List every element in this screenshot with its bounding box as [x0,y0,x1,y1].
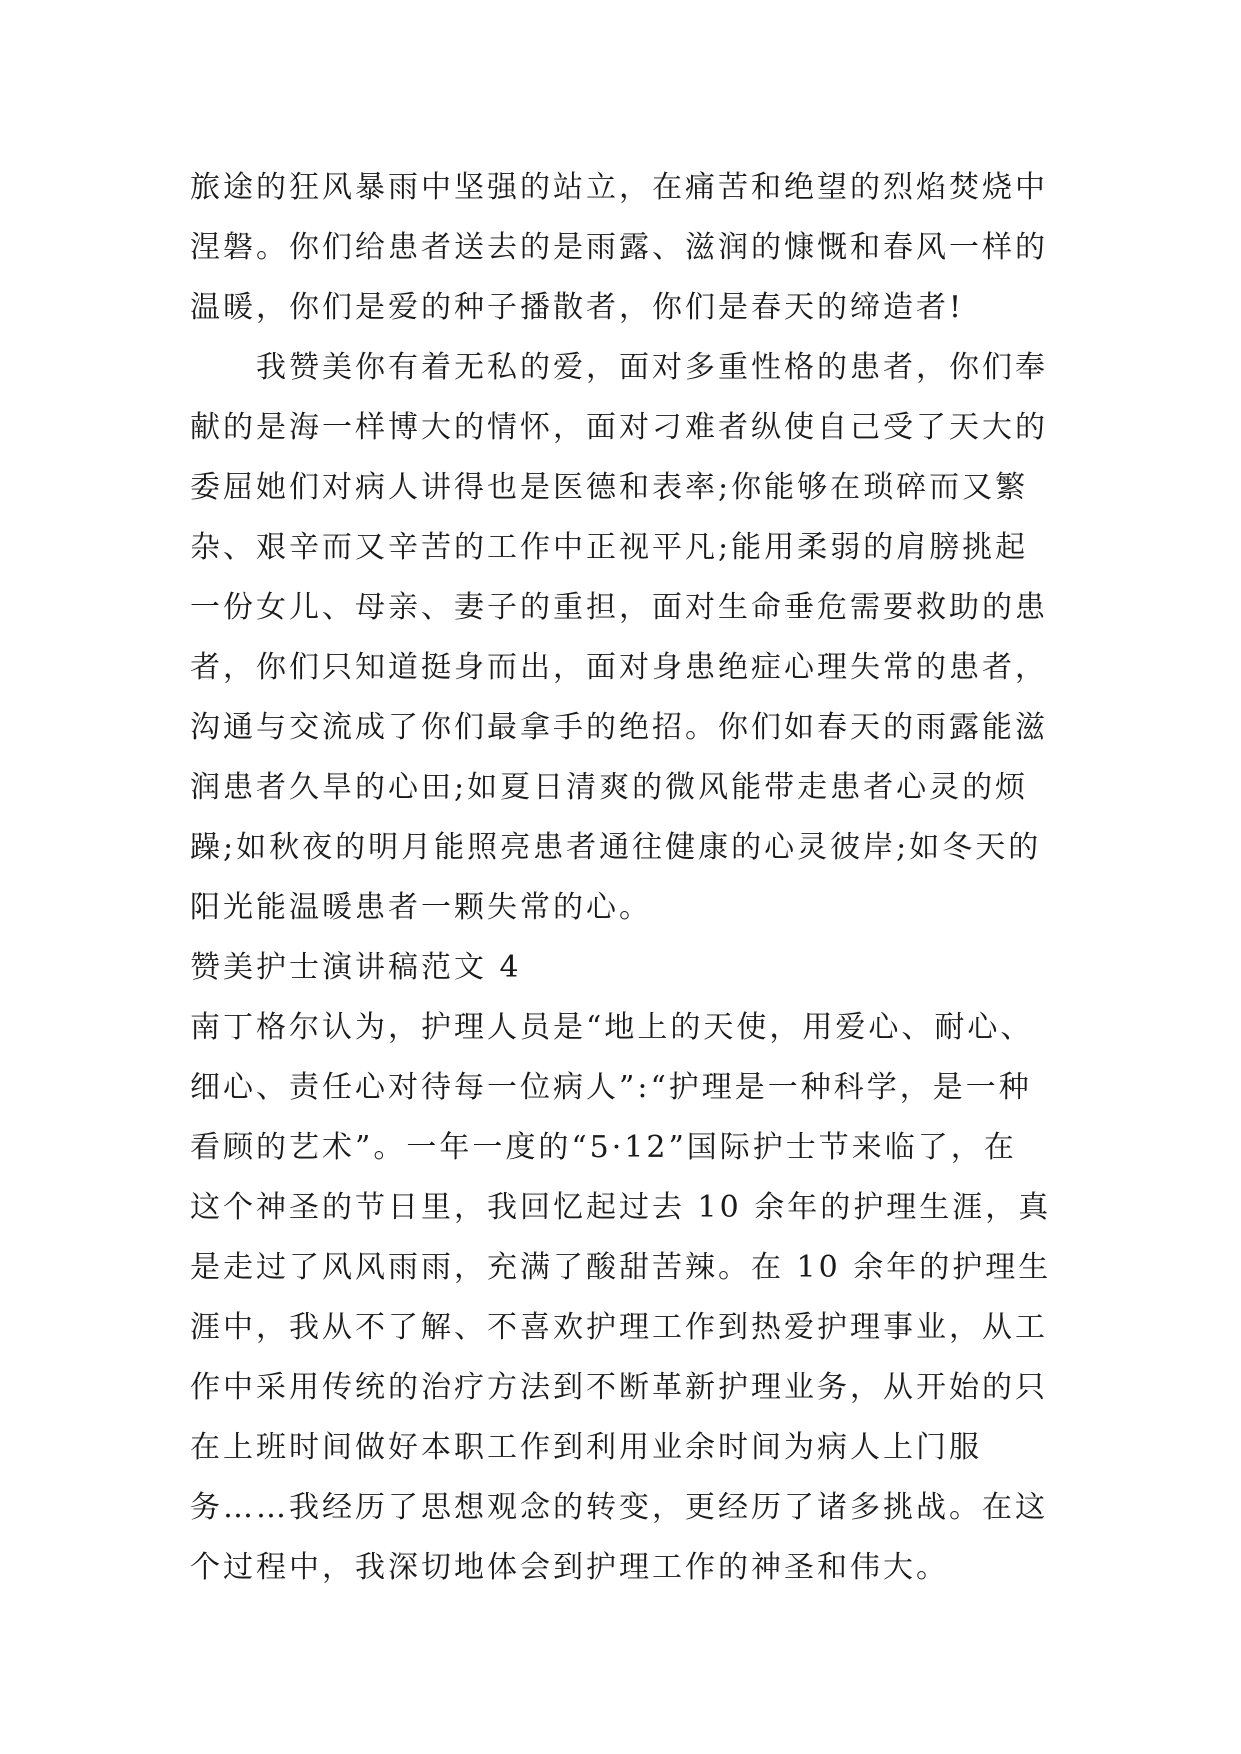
text-line: 阳光能温暖患者一颗失常的心。 [190,890,652,925]
text-line: 这个神圣的节日里，我回忆起过去 10 余年的护理生涯，真 [190,1190,1052,1225]
text-line: 看顾的艺术”。一年一度的“5·12”国际护士节来临了，在 [190,1130,1017,1165]
text-line: 躁;如秋夜的明月能照亮患者通往健康的心灵彼岸;如冬天的 [190,830,1042,865]
text-line: 作中采用传统的治疗方法到不断革新护理业务，从开始的只 [190,1370,1048,1405]
text-line: 献的是海一样博大的情怀，面对刁难者纵使自己受了天大的 [190,410,1048,445]
text-line: 旅途的狂风暴雨中坚强的站立，在痛苦和绝望的烈焰焚烧中 [190,170,1048,205]
text-line: 我赞美你有着无私的爱，面对多重性格的患者，你们奉 [256,350,1048,385]
text-line: 一份女儿、母亲、妻子的重担，面对生命垂危需要救助的患 [190,590,1048,625]
text-line: 温暖，你们是爱的种子播散者，你们是春天的缔造者! [190,290,965,325]
text-line: 是走过了风风雨雨，充满了酸甜苦辣。在 10 余年的护理生 [190,1250,1052,1285]
text-line: 润患者久旱的心田;如夏日清爽的微风能带走患者心灵的烦 [190,770,1029,805]
text-line: 者，你们只知道挺身而出，面对身患绝症心理失常的患者， [190,650,1048,685]
text-line: 个过程中，我深切地体会到护理工作的神圣和伟大。 [190,1550,949,1585]
text-line: 杂、艰辛而又辛苦的工作中正视平凡;能用柔弱的肩膀挑起 [190,530,1029,565]
text-line: 务……我经历了思想观念的转变，更经历了诸多挑战。在这 [190,1490,1048,1525]
paragraph-continuation [190,158,1070,338]
body-text [190,158,1070,1598]
text-line: 细心、责任心对待每一位病人”:“护理是一种科学，是一种 [190,1070,1032,1105]
section-title: 赞美护士演讲稿范文 4 [190,950,522,985]
paragraph-nightingale [190,998,1070,1598]
text-line: 委屈她们对病人讲得也是医德和表率;你能够在琐碎而又繁 [190,470,1029,505]
text-line: 涅磐。你们给患者送去的是雨露、滋润的慷慨和春风一样的 [190,230,1048,265]
text-line: 南丁格尔认为，护理人员是“地上的天使，用爱心、耐心、 [190,1010,1034,1045]
paragraph-praise [190,338,1070,938]
text-line: 沟通与交流成了你们最拿手的绝招。你们如春天的雨露能滋 [190,710,1048,745]
text-line: 涯中，我从不了解、不喜欢护理工作到热爱护理事业，从工 [190,1310,1048,1345]
text-line: 在上班时间做好本职工作到利用业余时间为病人上门服 [190,1430,982,1465]
